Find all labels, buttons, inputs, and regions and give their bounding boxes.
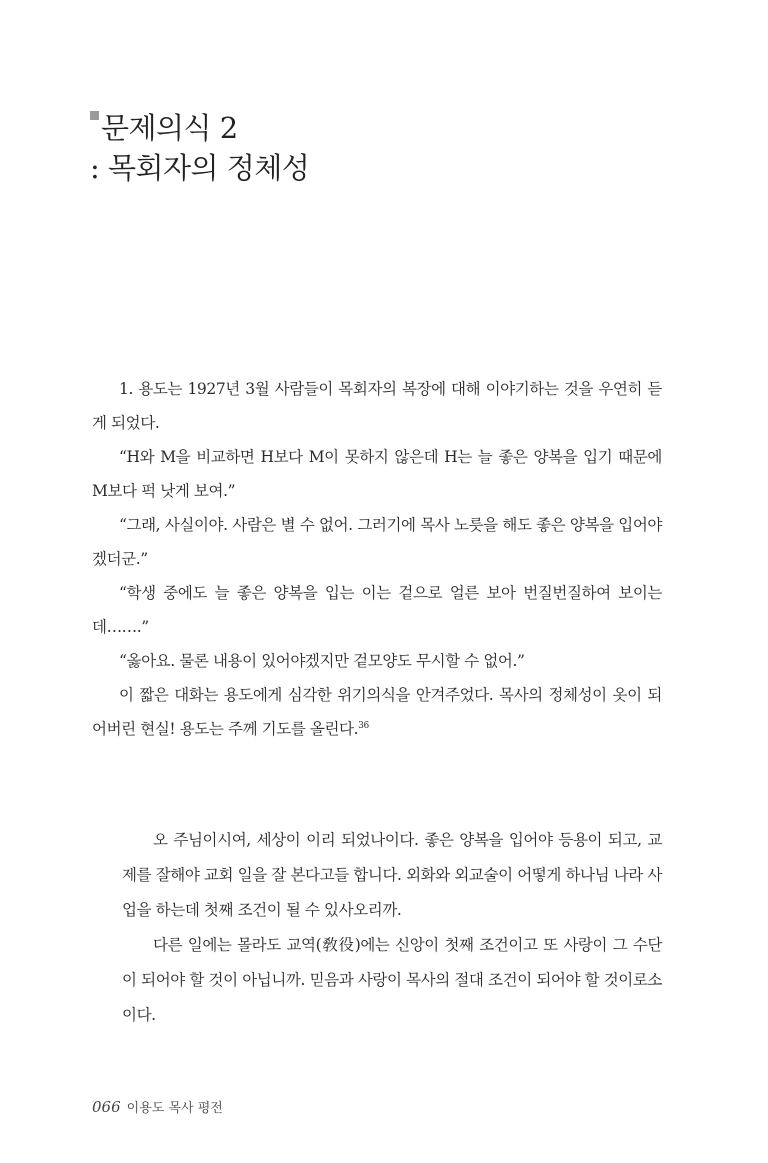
paragraph: “학생 중에도 늘 좋은 양복을 입는 이는 겉으로 얼른 보아 번질번질하여 보이는데…….” — [92, 584, 662, 636]
chapter-heading — [90, 108, 309, 188]
page-footer — [92, 1097, 223, 1116]
paragraph — [92, 678, 662, 746]
heading-line-1 — [90, 108, 309, 148]
paragraph: “옳아요. 물론 내용이 있어야겠지만 겉모양도 무시할 수 없어.” — [119, 652, 525, 670]
quote-paragraph: 다른 일에는 몰라도 교역(敎役)에는 신앙이 첫째 조건이고 또 사랑이 그 수단이 되어야 할 것이 아닙니까. 믿음과 사랑이 목사의 절대 조건이 되어야 할 것이로소이다. — [122, 936, 662, 1024]
body-text — [92, 372, 662, 746]
square-marker-icon — [90, 111, 99, 120]
footnote-ref: 36 — [358, 720, 369, 731]
prayer-quote — [122, 823, 662, 1033]
quote-paragraph: 오 주님이시여, 세상이 이리 되었나이다. 좋은 양복을 입어야 등용이 되고, 교제를 잘해야 교회 일을 잘 본다고들 합니다. 외화와 외교술이 어떻게 하나님 나라 사업을 하는데 첫째 조건이 될 수 있사오리까. — [122, 831, 662, 919]
paragraph: “H와 M을 비교하면 H보다 M이 못하지 않은데 H는 늘 좋은 양복을 입기 때문에 M보다 퍽 낫게 보여.” — [92, 448, 662, 500]
paragraph: “그래, 사실이야. 사람은 별 수 없어. 그러기에 목사 노릇을 해도 좋은 양복을 입어야겠더군.” — [92, 516, 662, 568]
paragraph: 1. 용도는 1927년 3월 사람들이 목회자의 복장에 대해 이야기하는 것을 우연히 듣게 되었다. — [92, 380, 662, 432]
book-title: 이용도 목사 평전 — [126, 1101, 223, 1116]
heading-title: 문제의식 2 — [101, 111, 238, 145]
page-number: 066 — [92, 1098, 121, 1116]
paragraph-text: 이 짧은 대화는 용도에게 심각한 위기의식을 안겨주었다. 목사의 정체성이 옷이 되어버린 현실! 용도는 주께 기도를 올린다. — [92, 686, 662, 738]
heading-subtitle: : 목회자의 정체성 — [90, 151, 310, 185]
